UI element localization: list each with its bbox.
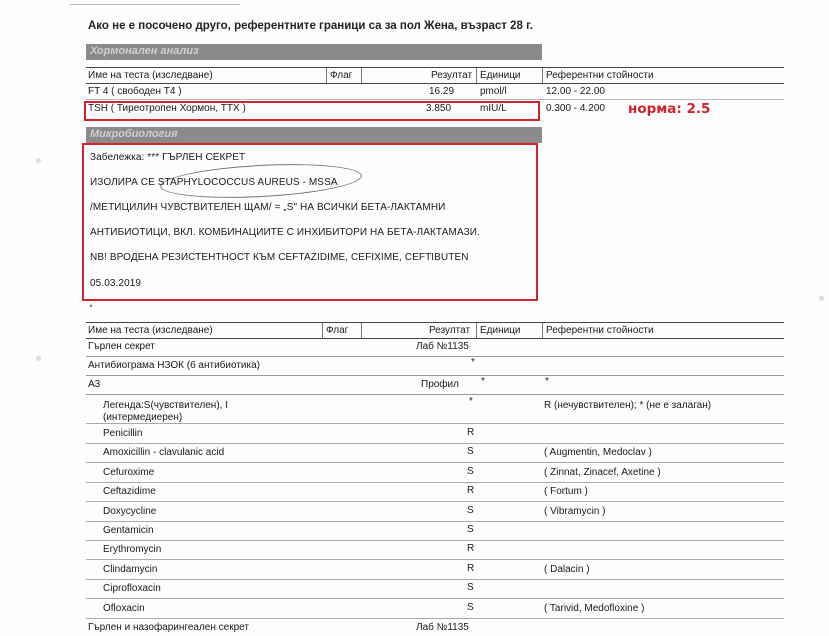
antibiotic-row [86, 463, 784, 483]
col-result: Резултат [431, 70, 473, 81]
note-line: АНТИБИОТИЦИ, ВКЛ. КОМБИНАЦИИТЕ С ИНХИБИТОРИ НА БЕТА-ЛАКТАМАЗИ. [90, 227, 480, 238]
reference-header: Ако не е посочено друго, референтните граници са за пол Жена, възраст 28 г. [88, 20, 533, 32]
footer-sample-row [86, 620, 784, 636]
antibiotic-result: S [467, 504, 474, 516]
test-name: TSH ( Тиреотропен Хормон, ТТХ ) [88, 103, 246, 114]
sample-name: Гърлен секрет [88, 341, 155, 352]
legend-right: R (нечувствителен); * (не е залаган) [544, 400, 712, 411]
antibiogram-table-header [86, 322, 784, 339]
legend-row [86, 395, 784, 424]
antibiotic-name: Ofloxacin [103, 602, 145, 614]
legend-mark: * [469, 396, 473, 407]
antibiotic-row [86, 502, 784, 522]
test-result: 16.29 [429, 86, 455, 97]
a3-mark: * [481, 376, 485, 387]
test-name: FT 4 ( свободен Т4 ) [88, 86, 182, 97]
antibiotic-brands: ( Augmentin, Medoclav ) [544, 447, 652, 459]
antibiotic-name: Gentamicin [103, 525, 154, 536]
antibiotic-result: S [467, 601, 474, 613]
antibiotic-brands: ( Tarivid, Medofloxine ) [544, 602, 645, 614]
antibiotic-result: S [467, 465, 474, 477]
note-line: ИЗОЛИРА СЕ STAPHYLOCOCCUS AUREUS - MSSA [90, 177, 338, 188]
a3-row [86, 376, 784, 395]
col-ref: Референтни стойности [546, 325, 654, 336]
antibiotic-result: S [467, 524, 474, 535]
ft4-row [86, 84, 784, 100]
antibiotic-row [86, 424, 784, 444]
antibiogram-row [86, 357, 784, 376]
a3-name: A3 [88, 379, 101, 390]
antibiogram-mark: * [471, 357, 475, 368]
col-result: Резултат [429, 325, 471, 336]
col-units: Единици [480, 70, 521, 81]
test-result: 3.850 [426, 103, 452, 114]
antibiotic-name: Penicillin [103, 428, 143, 439]
sample-row [86, 339, 784, 357]
antibiotic-row [86, 443, 784, 463]
antibiotic-result: R [467, 427, 475, 438]
norma-annotation: норма: 2.5 [628, 101, 711, 117]
antibiotic-name: Ceftazidime [103, 486, 156, 498]
antibiotic-result: R [467, 485, 475, 497]
micro-section-title: Микробиология [90, 128, 178, 140]
hormone-table-header [86, 67, 784, 84]
antibiotic-name: Doxycycline [103, 505, 157, 517]
col-ref: Референтни стойности [546, 70, 654, 81]
antibiotic-name: Erythromycin [103, 544, 162, 556]
test-units: mIU/L [480, 103, 507, 114]
note-line: NB! ВРОДЕНА РЕЗИСТЕНТНОСТ КЪМ CEFTAZIDIME, CEFIXIME, CEFTIBUTEN [90, 252, 469, 263]
note-line: Забележка: *** ГЪРЛЕН СЕКРЕТ [90, 152, 246, 163]
antibiotic-brands: ( Dalacin ) [544, 563, 590, 575]
antibiotic-result: R [467, 562, 475, 574]
antibiotic-name: Ciprofloxacin [103, 583, 161, 595]
col-name: Име на теста (изследване) [88, 325, 213, 336]
hormone-section-bar [86, 44, 542, 60]
col-name: Име на теста (изследване) [88, 70, 213, 81]
antibiotic-row [86, 579, 784, 599]
legend-left: Легенда:S(чувствителен), I (интермедиерен) [103, 400, 228, 423]
antibiotic-row [86, 482, 784, 502]
antibiotic-row [86, 540, 784, 560]
antibiotic-row [86, 560, 784, 580]
test-units: pmol/l [480, 86, 507, 97]
page-top-edge [70, 0, 240, 5]
footer-sample-lab: Лаб №1135 [416, 622, 469, 633]
test-ref: 0.300 - 4.200 [546, 103, 605, 114]
antibiotic-row [86, 521, 784, 541]
note-line: /МЕТИЦИЛИН ЧУВСТВИТЕЛЕН ЩАМ/ = „S" НА ВСИЧКИ БЕТА-ЛАКТАМНИ [90, 202, 446, 213]
antibiotic-row [86, 599, 784, 619]
a3-profile: Профил [421, 379, 459, 390]
antibiotic-name: Amoxicillin - clavulanic acid [103, 447, 225, 459]
antibiotic-brands: ( Vibramycin ) [544, 505, 606, 517]
antibiotic-name: Clindamycin [103, 563, 158, 575]
sample-lab: Лаб №1135 [416, 341, 469, 352]
hormone-section-title: Хормонален анализ [90, 45, 199, 57]
col-units: Единици [480, 325, 521, 336]
antibiotic-result: R [467, 543, 475, 555]
antibiotic-brands: ( Fortum ) [544, 486, 588, 498]
col-flag: Флаг [330, 70, 353, 81]
col-flag: Флаг [326, 325, 349, 336]
antibiotic-brands: ( Zinnat, Zinacef, Axetine ) [544, 466, 661, 478]
tsh-highlight-box [84, 101, 540, 121]
antibiotic-result: S [467, 446, 474, 458]
antibiotic-name: Cefuroxime [103, 466, 155, 478]
footer-sample-name: Гърлен и назофарингеален секрет [88, 622, 249, 633]
a3-mark: * [545, 376, 549, 387]
test-ref: 12.00 - 22.00 [546, 86, 605, 97]
note-date: 05.03.2019 [90, 278, 142, 289]
micro-section-bar [86, 127, 542, 143]
antibiogram-name: Антибиограма НЗОК (6 антибиотика) [88, 360, 260, 371]
antibiotic-result: S [467, 582, 474, 594]
